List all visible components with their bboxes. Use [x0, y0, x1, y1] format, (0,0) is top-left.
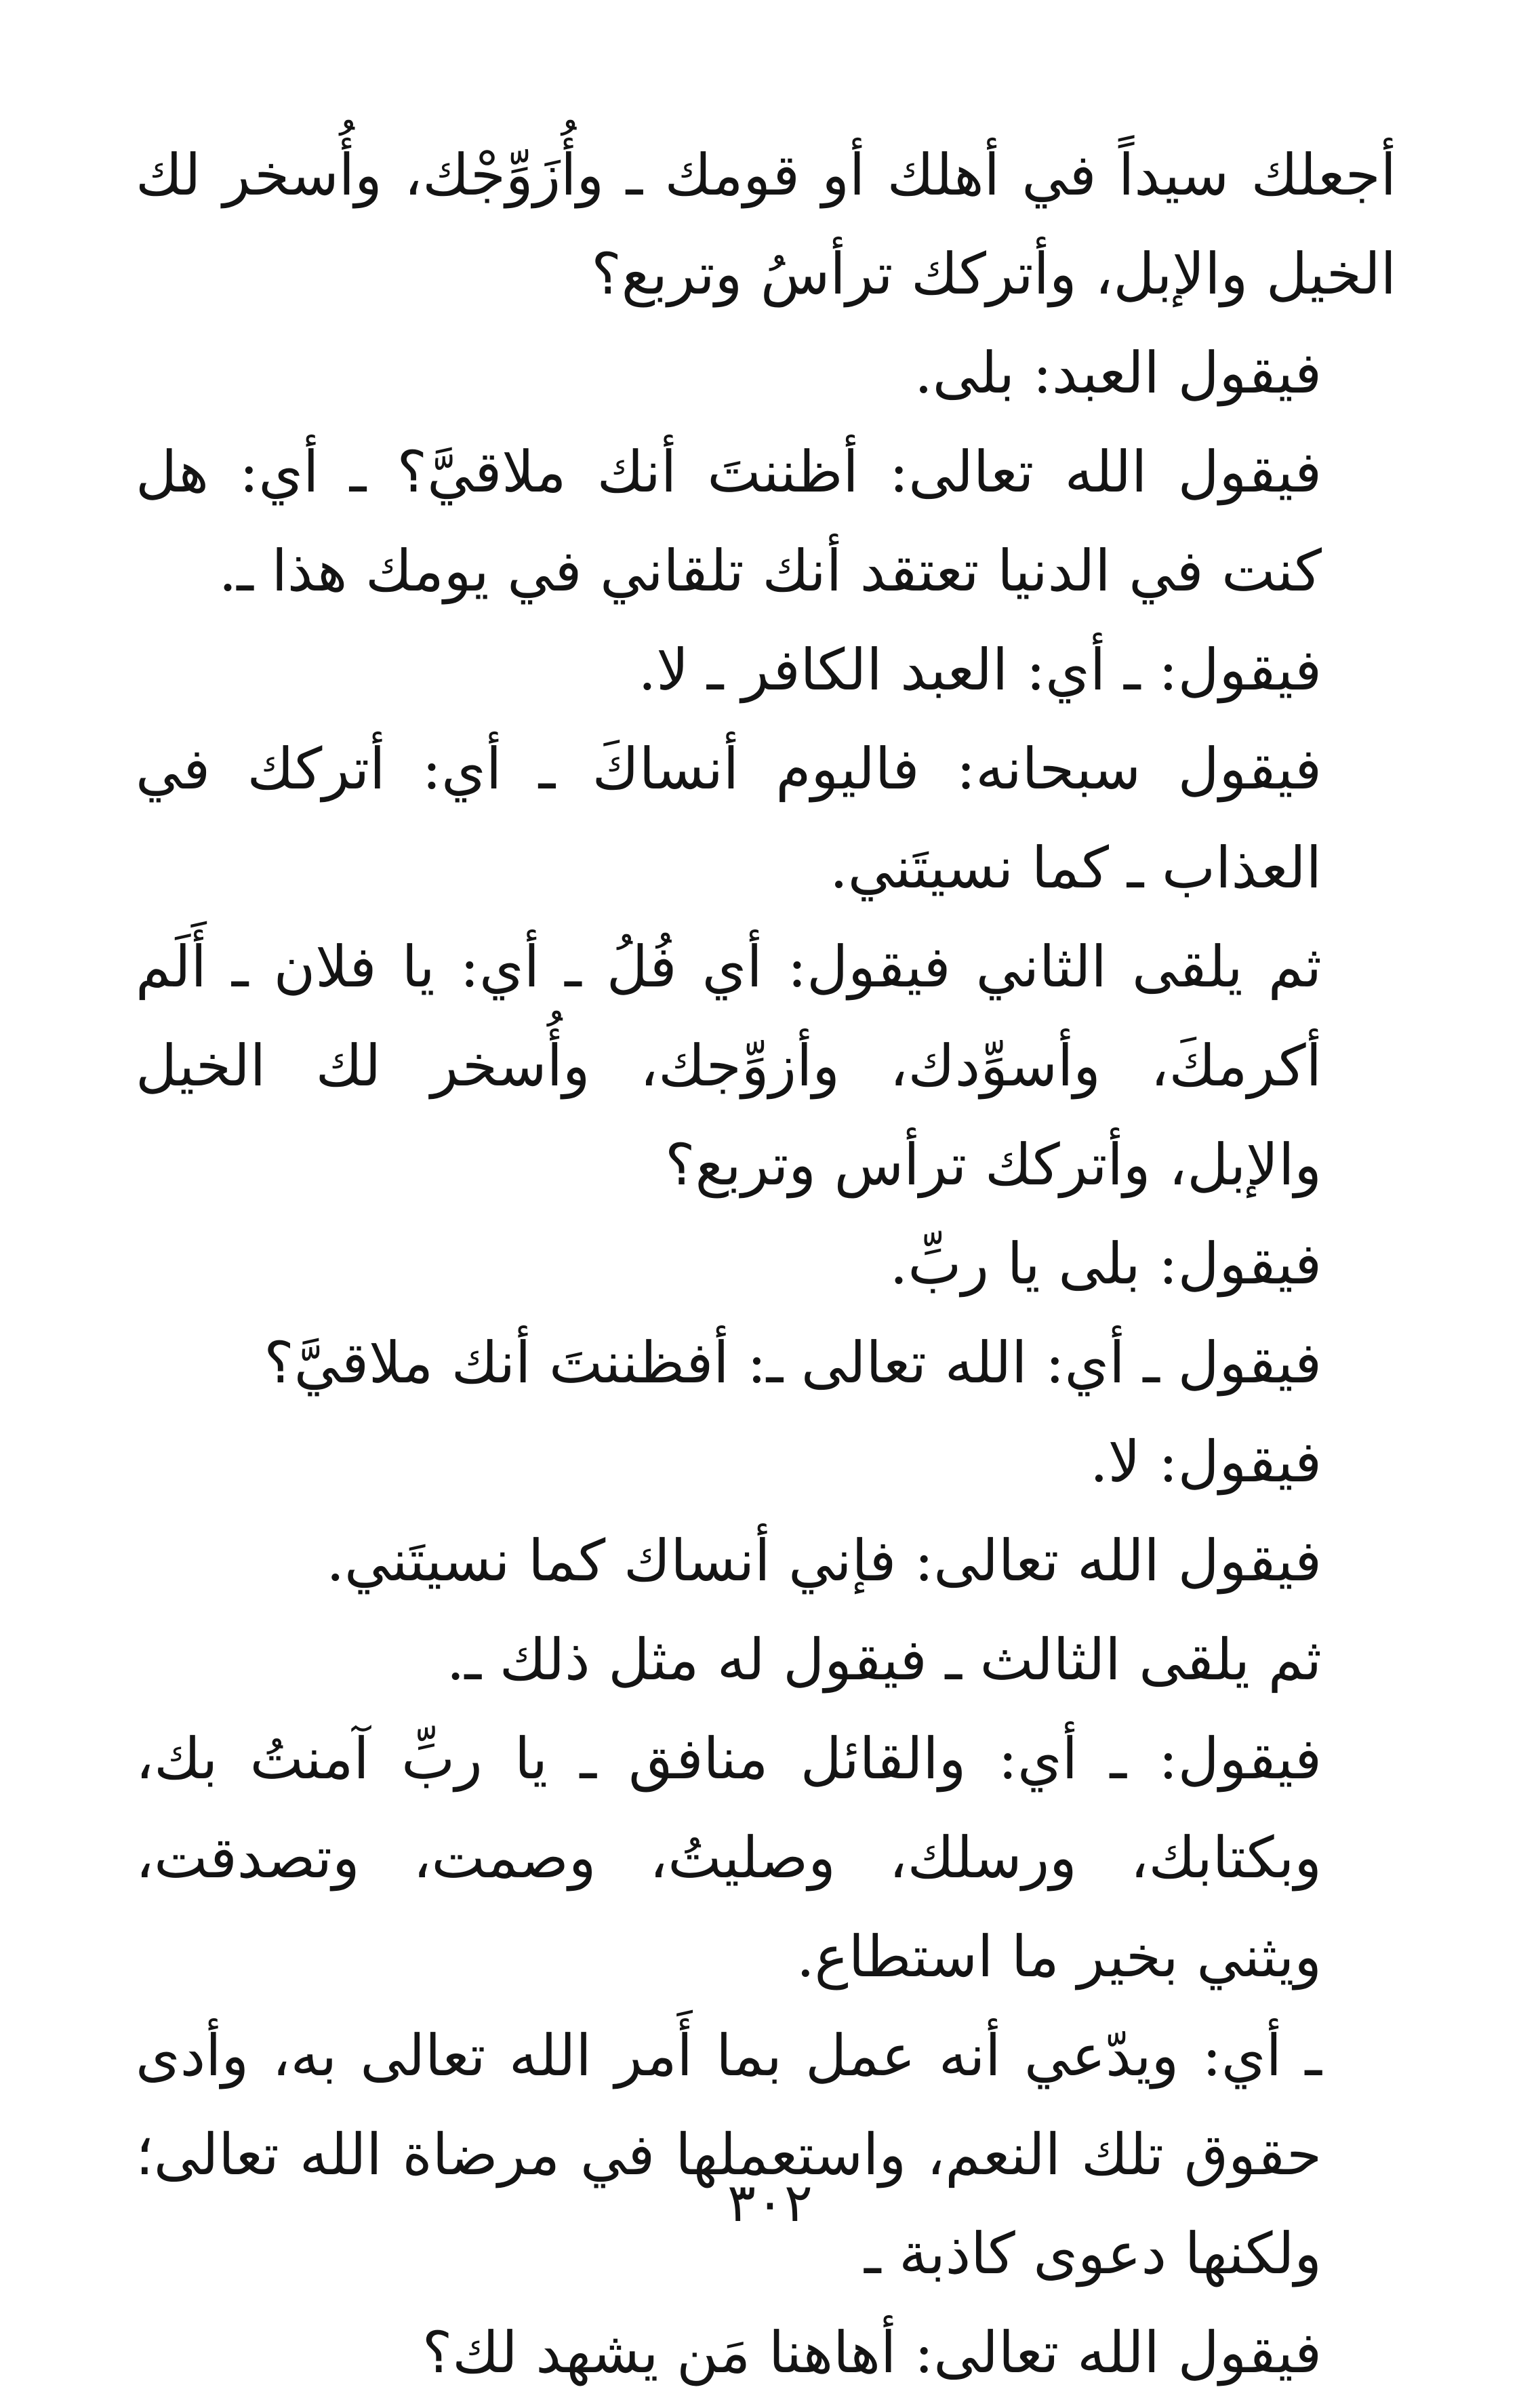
paragraph-3: فيقول الله تعالى: أظننتَ أنك ملاقيَّ؟ ـ أي: هل كنت في الدنيا تعتقد أنك تلقاني في يومك هذا ـ. [136, 439, 1322, 604]
page-number: ٣٠٢ [727, 2173, 813, 2234]
paragraph-11: ثم يلقى الثالث ـ فيقول له مثل ذلك ـ. [446, 1626, 1322, 1693]
paragraph-5: فيقول سبحانه: فاليوم أنساكَ ـ أي: أتركك في العذاب ـ كما نسيتَني. [136, 736, 1322, 901]
paragraph-2: فيقول العبد: بلى. [914, 340, 1322, 406]
paragraph-1: أجعلك سيداً في أهلك أو قومك ـ وأُزَوِّجْك، وأُسخر لك الخيل والإبل، وأتركك ترأسُ وتربع؟ [136, 142, 1396, 307]
body-text [136, 125, 1396, 2402]
paragraph-13: ـ أي: ويدّعي أنه عمل بما أَمر الله تعالى به، وأدى حقوق تلك النعم، واستعملها في مرضاة الله تعالى؛ ولكنها دعوى كاذبة ـ [136, 2022, 1322, 2287]
paragraph-10: فيقول الله تعالى: فإني أنساك كما نسيتَني. [326, 1527, 1322, 1594]
paragraph-7: فيقول: بلى يا ربِّ. [889, 1230, 1322, 1297]
paragraph-12: فيقول: ـ أي: والقائل منافق ـ يا ربِّ آمنتُ بك، وبكتابك، ورسلك، وصليتُ، وصمت، وتصدقت، ويثني بخير ما استطاع. [136, 1725, 1322, 1990]
paragraph-9: فيقول: لا. [1089, 1428, 1322, 1495]
paragraph-4: فيقول: ـ أي: العبد الكافر ـ لا. [638, 637, 1322, 703]
paragraph-8: فيقول ـ أي: الله تعالى ـ: أفظننتَ أنك ملاقيَّ؟ [264, 1329, 1322, 1396]
paragraph-14: فيقول الله تعالى: أهاهنا مَن يشهد لك؟ [422, 2319, 1322, 2386]
paragraph-6: ثم يلقى الثاني فيقول: أي فُلُ ـ أي: يا فلان ـ أَلَم أكرمكَ، وأسوِّدك، وأزوِّجك، وأُسخر لك الخيل والإبل، وأتركك ترأس وتربع؟ [136, 934, 1322, 1198]
